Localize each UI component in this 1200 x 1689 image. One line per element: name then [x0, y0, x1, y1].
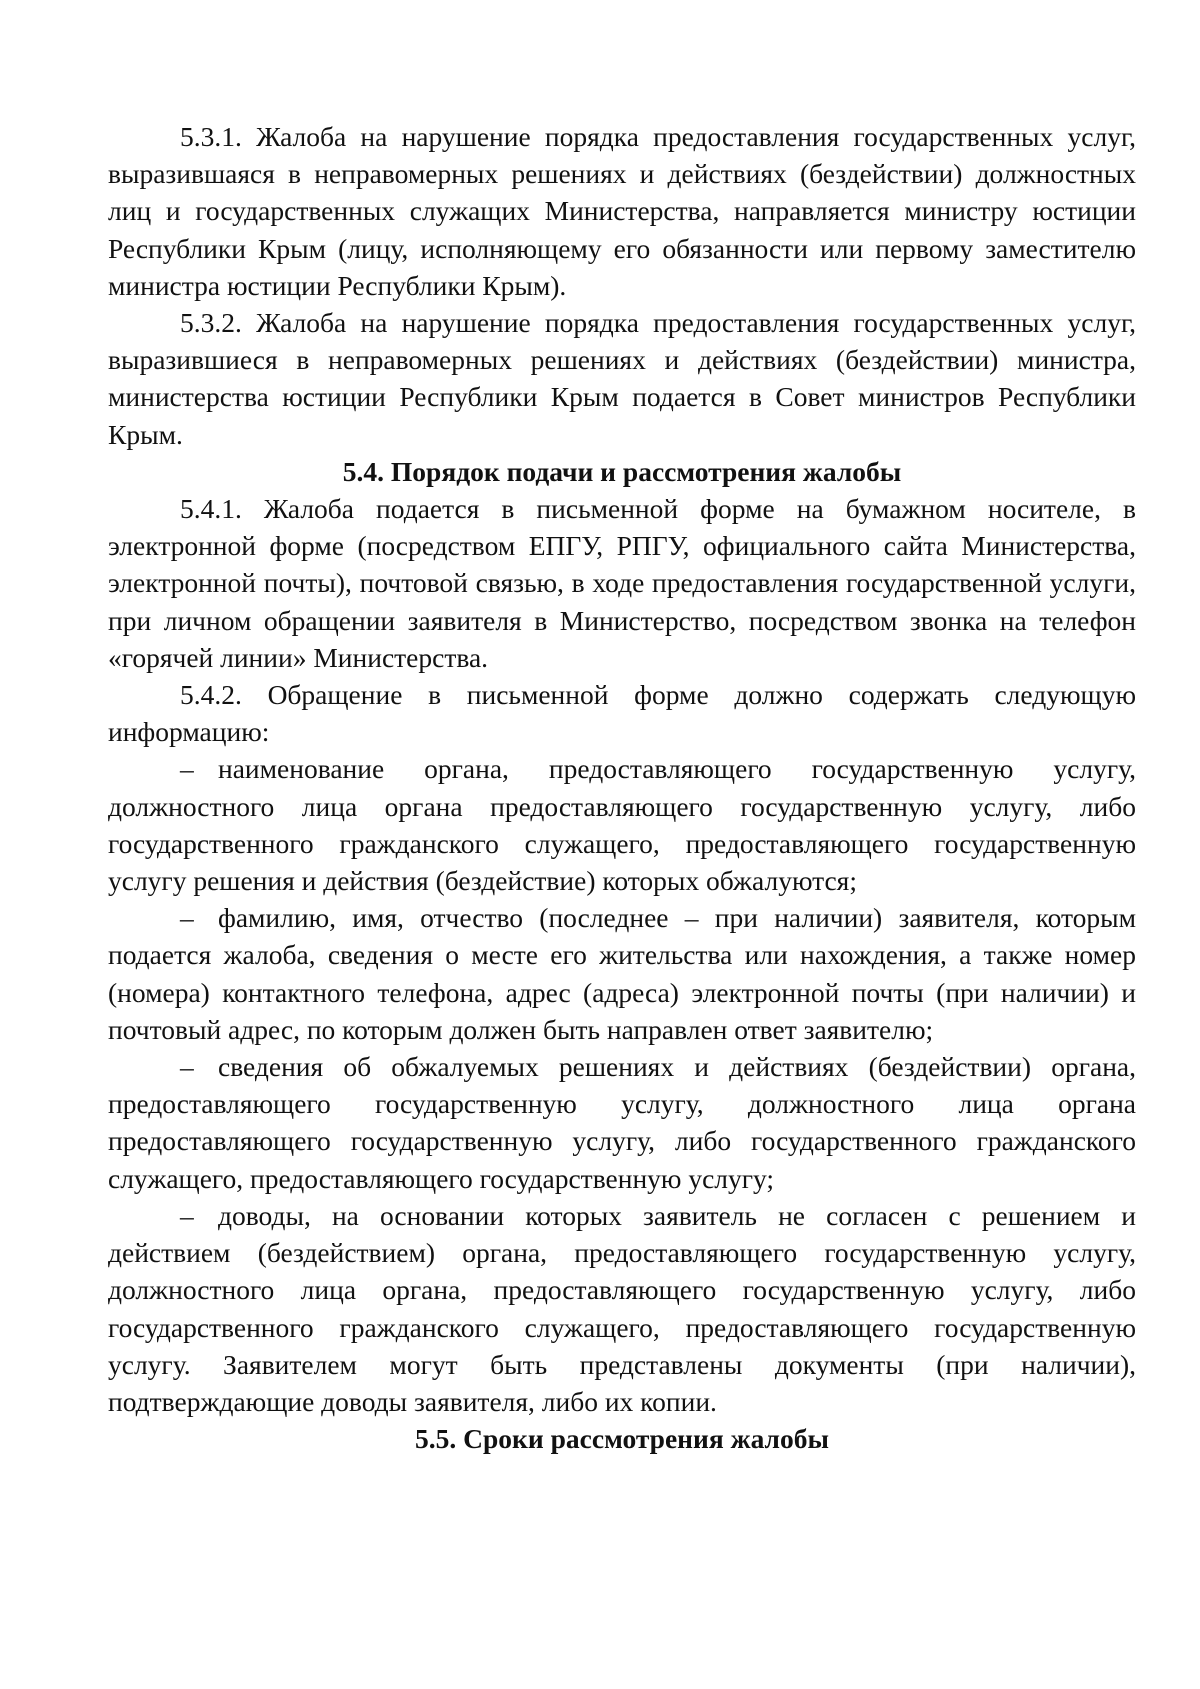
paragraph-5-4-2: 5.4.2. Обращение в письменной форме должно содержать следующую информацию: [108, 679, 1136, 748]
list-item-text: сведения об обжалуемых решениях и действиях (бездействии) органа, предоставляющего государственную услугу, должностного лица органа предоставляющего государственную услугу, либо государственного гражданского служащего, предоставляющего государственную услугу; [108, 1051, 1136, 1194]
paragraph-5-3-1: 5.3.1. Жалоба на нарушение порядка предоставления государственных услуг, выразившаяся в неправомерных решениях и действиях (бездействии) должностных лиц и государственных служащих Министерства, направляется министру юстиции Республики Крым (лицу, исполняющему его обязанности или первому заместителю министра юстиции Республики Крым). [108, 121, 1136, 301]
paragraph-5-3-2: 5.3.2. Жалоба на нарушение порядка предоставления государственных услуг, выразившиеся в неправомерных решениях и действиях (бездействии) министра, министерства юстиции Республики Крым подается в Совет министров Республики Крым. [108, 307, 1136, 450]
list-item-text: доводы, на основании которых заявитель не согласен с решением и действием (бездействием) органа, предоставляющего государственную услугу, должностного лица органа, предоставляющего государственную услугу, либо государственного гражданского служащего, предоставляющего государственную услугу. Заявителем могут быть представлены документы (при наличии), подтверждающие доводы заявителя, либо их копии. [108, 1199, 1136, 1417]
paragraph-5-4-1: 5.4.1. Жалоба подается в письменной форме на бумажном носителе, в электронной форме (посредством ЕПГУ, РПГУ, официального сайта Министерства, электронной почты), почтовой связью, в ходе предоставления государственной услуги, при личном обращении заявителя в Министерство, посредством звонка на телефон «горячей линии» Министерства. [108, 493, 1136, 673]
list-item [108, 1197, 1136, 1420]
section-heading-5-4: 5.4. Порядок подачи и рассмотрения жалобы [342, 455, 902, 487]
document-page [108, 118, 1136, 1457]
list-item-text: фамилию, имя, отчество (последнее – при наличии) заявителя, которым подается жалоба, сведения о месте его жительства или нахождения, а также номер (номера) контактного телефона, адрес (адреса) электронной почты (при наличии) и почтовый адрес, по которым должен быть направлен ответ заявителю; [108, 902, 1136, 1045]
section-heading-5-5: 5.5. Сроки рассмотрения жалобы [415, 1423, 829, 1455]
dash-marker: – [180, 753, 194, 785]
list-item [108, 1048, 1136, 1197]
list-item [108, 899, 1136, 1048]
dash-marker: – [180, 902, 194, 934]
dash-marker: – [180, 1051, 194, 1083]
dash-marker: – [180, 1199, 194, 1231]
list-item [108, 750, 1136, 899]
list-item-text: наименование органа, предоставляющего государственную услугу, должностного лица органа предоставляющего государственную услугу, либо государственного гражданского служащего, предоставляющего государственную услугу решения и действия (бездействие) которых обжалуются; [108, 753, 1136, 897]
